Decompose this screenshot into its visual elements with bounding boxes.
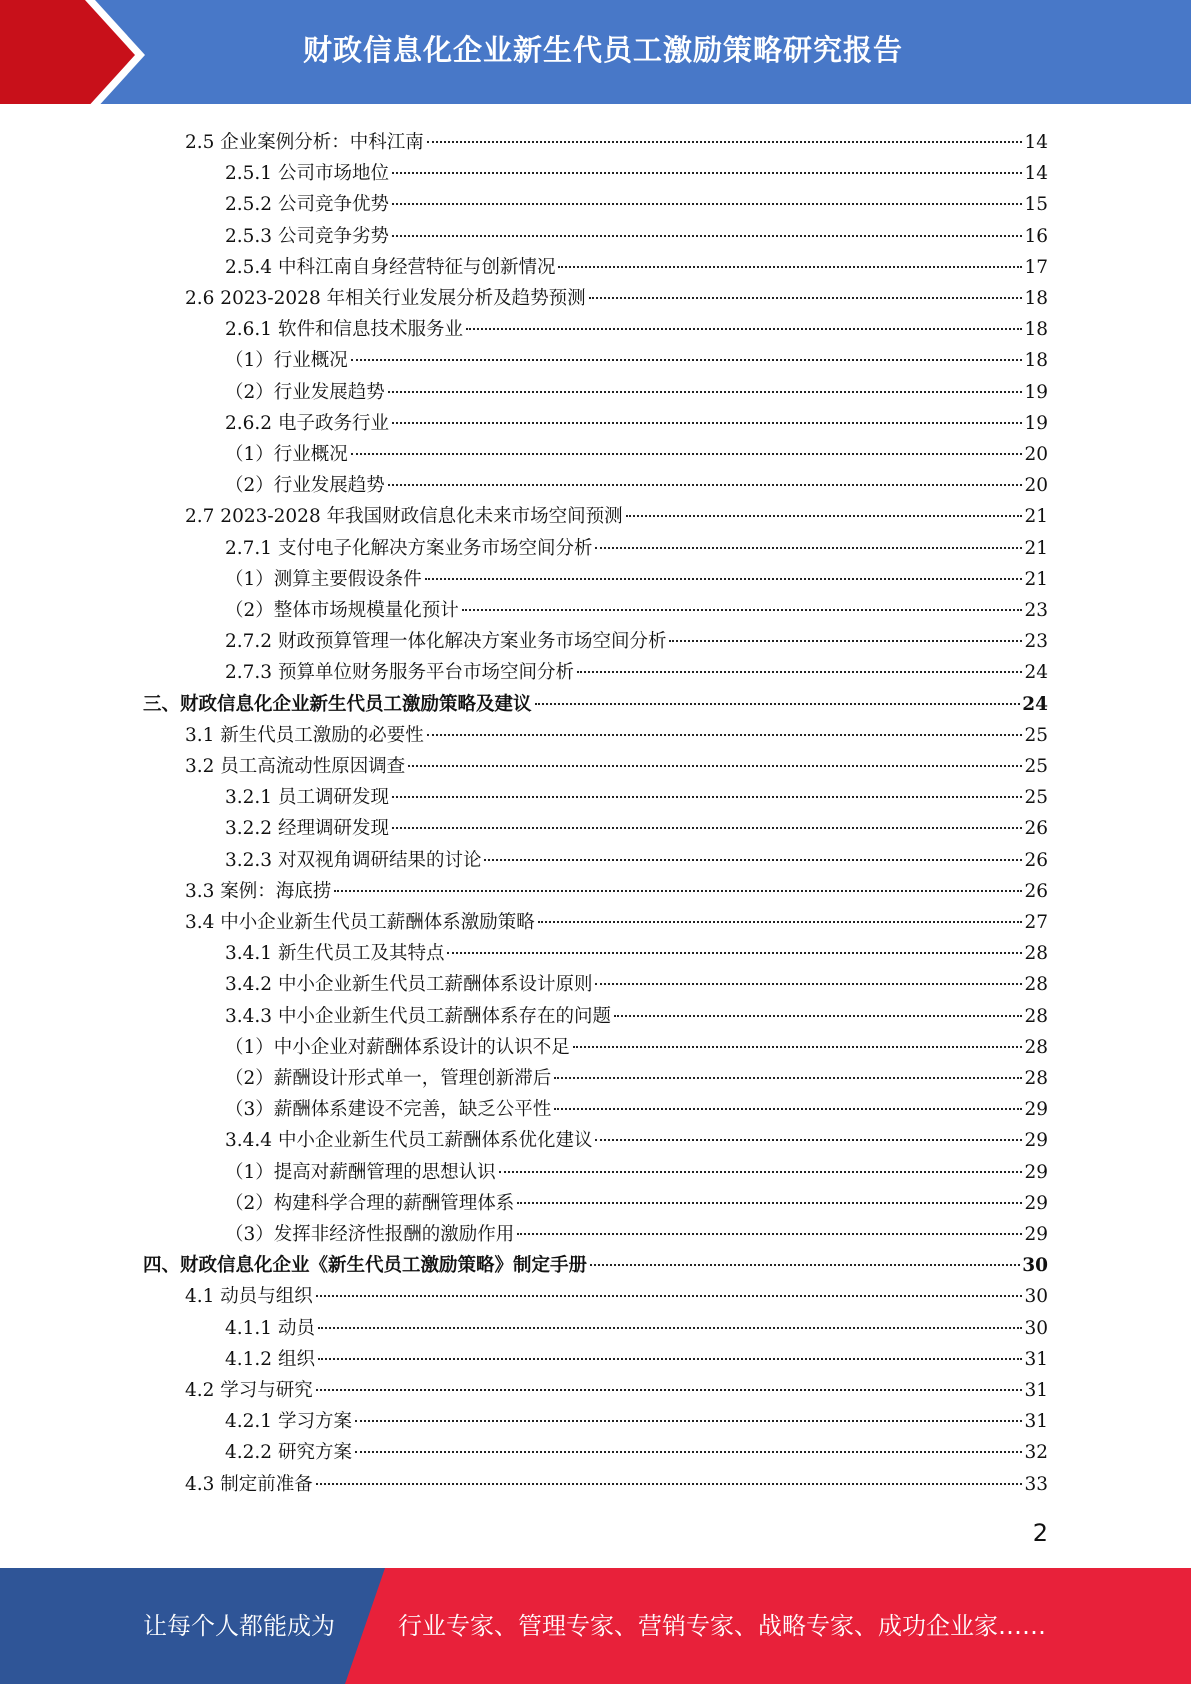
toc-leader-dots	[538, 921, 1023, 923]
toc-entry[interactable]	[225, 1313, 1048, 1344]
toc-leader-dots	[484, 859, 1022, 861]
toc-entry[interactable]	[185, 127, 1048, 158]
toc-entry-label: （1）中小企业对薪酬体系设计的认识不足	[225, 1036, 570, 1058]
toc-entry-page: 29	[1024, 1130, 1048, 1152]
toc-leader-dots	[595, 983, 1022, 985]
toc-entry-page: 18	[1024, 288, 1048, 309]
toc-entry-page: 26	[1024, 818, 1048, 840]
toc-entry-page: 28	[1024, 1068, 1048, 1089]
toc-leader-dots	[408, 765, 1022, 767]
toc-entry-label: 3.2.1 员工调研发现	[225, 787, 389, 809]
footer-slogan-left: 让每个人都能成为	[143, 1612, 335, 1640]
toc-leader-dots	[447, 952, 1022, 954]
toc-entry[interactable]	[185, 720, 1048, 751]
toc-entry-page: 30	[1022, 1255, 1048, 1277]
toc-entry[interactable]	[185, 876, 1048, 907]
toc-entry-label: 3.2 员工高流动性原因调查	[185, 756, 406, 777]
toc-leader-dots	[334, 890, 1022, 892]
toc-leader-dots	[595, 1139, 1022, 1141]
toc-entry-page: 29	[1024, 1224, 1048, 1245]
toc-entry[interactable]	[225, 564, 1048, 595]
toc-leader-dots	[318, 1327, 1023, 1329]
toc-entry-label: 4.1.2 组织	[225, 1348, 315, 1370]
toc-entry-page: 28	[1024, 1005, 1048, 1027]
toc-entry-page: 26	[1024, 880, 1048, 902]
toc-entry[interactable]	[225, 1094, 1048, 1125]
toc-entry[interactable]	[185, 283, 1048, 314]
toc-entry-page: 28	[1024, 1036, 1048, 1058]
toc-entry-label: 3.4 中小企业新生代员工薪酬体系激励策略	[185, 912, 535, 933]
toc-entry-label: 4.3 制定前准备	[185, 1473, 313, 1495]
toc-leader-dots	[590, 1264, 1020, 1266]
toc-entry-label: 2.5 企业案例分析：中科江南	[185, 132, 424, 153]
toc-entry-label: （3）发挥非经济性报酬的激励作用	[225, 1224, 515, 1245]
toc-entry-page: 28	[1024, 974, 1048, 996]
toc-leader-dots	[614, 1015, 1022, 1017]
toc-leader-dots	[573, 1046, 1023, 1048]
toc-leader-dots	[388, 484, 1023, 486]
toc-entry-page: 14	[1024, 132, 1048, 153]
toc-entry[interactable]	[225, 1188, 1048, 1219]
toc-entry-label: 2.6.1 软件和信息技术服务业	[225, 319, 463, 341]
toc-entry[interactable]	[225, 221, 1048, 252]
toc-entry[interactable]	[185, 751, 1048, 782]
toc-entry[interactable]	[225, 533, 1048, 564]
toc-entry[interactable]	[185, 1469, 1048, 1500]
toc-entry[interactable]	[225, 969, 1048, 1000]
toc-entry-page: 25	[1024, 724, 1048, 746]
toc-leader-dots	[318, 1358, 1023, 1360]
toc-entry[interactable]	[143, 689, 1048, 720]
toc-entry-label: （2）薪酬设计形式单一，管理创新滞后	[225, 1068, 552, 1089]
toc-leader-dots	[392, 235, 1022, 237]
toc-leader-dots	[554, 1108, 1022, 1110]
toc-entry-page: 25	[1024, 756, 1048, 777]
toc-leader-dots	[425, 578, 1023, 580]
toc-entry-label: 2.7.3 预算单位财务服务平台市场空间分析	[225, 662, 574, 684]
toc-entry-page: 24	[1024, 662, 1048, 684]
toc-leader-dots	[535, 703, 1021, 705]
toc-entry[interactable]	[225, 470, 1048, 501]
toc-entry-label: 4.2.1 学习方案	[225, 1411, 352, 1433]
toc-leader-dots	[554, 1077, 1022, 1079]
toc-entry-label: 四、财政信息化企业《新生代员工激励策略》制定手册	[143, 1255, 588, 1277]
toc-leader-dots	[392, 796, 1022, 798]
toc-entry[interactable]	[225, 439, 1048, 470]
toc-entry-label: （2）行业发展趋势	[225, 381, 385, 403]
toc-entry-page: 19	[1024, 381, 1048, 403]
toc-entry-page: 31	[1024, 1411, 1048, 1433]
toc-entry-page: 20	[1024, 475, 1048, 497]
toc-entry-label: 3.4.1 新生代员工及其特点	[225, 943, 445, 965]
toc-entry-page: 14	[1024, 163, 1048, 185]
toc-leader-dots	[392, 203, 1022, 205]
toc-entry-page: 29	[1024, 1099, 1048, 1121]
toc-entry-page: 33	[1024, 1473, 1048, 1495]
toc-entry[interactable]	[225, 1406, 1048, 1437]
toc-entry[interactable]	[185, 501, 1048, 532]
toc-entry[interactable]	[225, 158, 1048, 189]
toc-entry[interactable]	[225, 1001, 1048, 1032]
toc-entry-page: 19	[1024, 412, 1048, 434]
toc-entry-label: 3.4.2 中小企业新生代员工薪酬体系设计原则	[225, 974, 593, 996]
toc-entry[interactable]	[225, 189, 1048, 220]
toc-entry[interactable]	[225, 252, 1048, 283]
toc-leader-dots	[351, 453, 1023, 455]
document-title: 财政信息化企业新生代员工激励策略研究报告	[302, 33, 903, 67]
toc-entry[interactable]	[225, 1344, 1048, 1375]
toc-entry[interactable]	[225, 408, 1048, 439]
toc-entry[interactable]	[225, 1125, 1048, 1156]
toc-entry-page: 24	[1022, 693, 1048, 715]
toc-entry-label: （1）提高对薪酬管理的思想认识	[225, 1161, 496, 1183]
toc-entry-label: （1）测算主要假设条件	[225, 568, 422, 590]
footer-slogan-right: 行业专家、管理专家、营销专家、战略专家、成功企业家……	[398, 1612, 1046, 1640]
toc-entry[interactable]	[225, 345, 1048, 376]
page-footer	[0, 1568, 1191, 1684]
toc-entry-label: 三、财政信息化企业新生代员工激励策略及建议	[143, 693, 532, 715]
toc-entry-label: 2.7.1 支付电子化解决方案业务市场空间分析	[225, 537, 593, 559]
toc-entry[interactable]	[225, 657, 1048, 688]
toc-entry-label: 4.2.2 研究方案	[225, 1442, 352, 1464]
toc-entry-page: 26	[1024, 849, 1048, 871]
toc-leader-dots	[351, 359, 1023, 361]
toc-leader-dots	[462, 609, 1023, 611]
toc-leader-dots	[355, 1451, 1023, 1453]
toc-leader-dots	[577, 671, 1022, 673]
toc-leader-dots	[316, 1295, 1023, 1297]
toc-entry-label: 2.5.1 公司市场地位	[225, 163, 389, 185]
toc-entry[interactable]	[225, 938, 1048, 969]
toc-entry-label: 2.5.3 公司竞争劣势	[225, 225, 389, 247]
toc-entry-page: 32	[1024, 1442, 1048, 1464]
toc-entry-page: 15	[1024, 194, 1048, 216]
toc-entry-page: 20	[1024, 444, 1048, 465]
toc-entry-page: 30	[1024, 1286, 1048, 1308]
toc-entry-page: 16	[1024, 225, 1048, 247]
toc-entry-label: 4.1 动员与组织	[185, 1286, 313, 1308]
toc-entry[interactable]	[185, 1375, 1048, 1406]
toc-entry[interactable]	[225, 314, 1048, 345]
toc-entry-label: （1）行业概况	[225, 350, 348, 372]
toc-leader-dots	[669, 640, 1022, 642]
toc-entry-label: （1）行业概况	[225, 444, 348, 465]
toc-entry-label: 2.6.2 电子政务行业	[225, 412, 389, 434]
toc-leader-dots	[517, 1233, 1022, 1235]
toc-entry-label: 3.4.3 中小企业新生代员工薪酬体系存在的问题	[225, 1005, 611, 1027]
toc-entry[interactable]	[185, 907, 1048, 938]
toc-entry-page: 27	[1024, 912, 1048, 933]
page-number: 2	[1032, 1519, 1048, 1547]
toc-leader-dots	[466, 328, 1022, 330]
toc-entry-label: 3.2.2 经理调研发现	[225, 818, 389, 840]
toc-entry-label: 3.1 新生代员工激励的必要性	[185, 724, 424, 746]
toc-leader-dots	[355, 1420, 1023, 1422]
toc-entry-label: 2.7 2023-2028 年我国财政信息化未来市场空间预测	[185, 506, 623, 528]
toc-entry-page: 29	[1024, 1161, 1048, 1183]
toc-leader-dots	[392, 827, 1022, 829]
toc-entry-page: 28	[1024, 943, 1048, 965]
toc-entry-label: 2.7.2 财政预算管理一体化解决方案业务市场空间分析	[225, 631, 667, 653]
toc-entry[interactable]	[225, 1219, 1048, 1250]
toc-leader-dots	[558, 266, 1022, 268]
toc-entry-label: （2）构建科学合理的薪酬管理体系	[225, 1192, 515, 1214]
toc-entry[interactable]	[225, 377, 1048, 408]
page-header	[0, 0, 1191, 110]
toc-entry[interactable]	[225, 782, 1048, 813]
toc-entry-page: 21	[1024, 537, 1048, 559]
toc-entry-page: 31	[1024, 1348, 1048, 1370]
toc-entry-label: （2）整体市场规模量化预计	[225, 600, 459, 621]
toc-leader-dots	[589, 297, 1023, 299]
toc-entry[interactable]	[143, 1250, 1048, 1281]
toc-entry-page: 18	[1024, 319, 1048, 341]
toc-leader-dots	[499, 1171, 1023, 1173]
toc-entry-page: 18	[1024, 350, 1048, 372]
toc-entry[interactable]	[225, 813, 1048, 844]
toc-entry-label: 4.2 学习与研究	[185, 1380, 313, 1401]
toc-leader-dots	[427, 734, 1023, 736]
toc-entry-label: （3）薪酬体系建设不完善，缺乏公平性	[225, 1099, 552, 1121]
toc-entry-label: 3.3 案例：海底捞	[185, 880, 332, 902]
toc-leader-dots	[392, 172, 1022, 174]
toc-entry[interactable]	[225, 626, 1048, 657]
toc-leader-dots	[388, 391, 1023, 393]
toc-entry-label: 2.6 2023-2028 年相关行业发展分析及趋势预测	[185, 288, 586, 309]
toc-entry-label: 3.4.4 中小企业新生代员工薪酬体系优化建议	[225, 1130, 593, 1152]
toc-entry-page: 21	[1024, 506, 1048, 528]
toc-entry-label: 2.5.2 公司竞争优势	[225, 194, 389, 216]
toc-entry[interactable]	[225, 845, 1048, 876]
toc-entry[interactable]	[225, 1032, 1048, 1063]
toc-entry-label: 2.5.4 中科江南自身经营特征与创新情况	[225, 256, 556, 278]
toc-entry-page: 31	[1024, 1380, 1048, 1401]
toc-entry-page: 17	[1024, 256, 1048, 278]
toc-entry[interactable]	[225, 1157, 1048, 1188]
toc-leader-dots	[316, 1389, 1023, 1391]
toc-leader-dots	[595, 547, 1022, 549]
toc-entry-label: （2）行业发展趋势	[225, 475, 385, 497]
toc-entry-page: 21	[1024, 568, 1048, 590]
toc-entry-label: 3.2.3 对双视角调研结果的讨论	[225, 849, 482, 871]
toc-leader-dots	[626, 515, 1023, 517]
toc-entry-page: 29	[1024, 1192, 1048, 1214]
toc-entry[interactable]	[225, 1437, 1048, 1468]
toc-entry[interactable]	[225, 595, 1048, 626]
toc-leader-dots	[517, 1202, 1022, 1204]
toc-entry-page: 23	[1024, 600, 1048, 621]
toc-entry[interactable]	[225, 1063, 1048, 1094]
toc-entry-page: 25	[1024, 787, 1048, 809]
toc-entry-page: 30	[1024, 1317, 1048, 1339]
toc-entry-label: 4.1.1 动员	[225, 1317, 315, 1339]
toc-leader-dots	[392, 422, 1022, 424]
toc-entry[interactable]	[185, 1281, 1048, 1312]
toc-entry-page: 23	[1024, 631, 1048, 653]
toc-leader-dots	[316, 1483, 1023, 1485]
toc-leader-dots	[427, 141, 1023, 143]
